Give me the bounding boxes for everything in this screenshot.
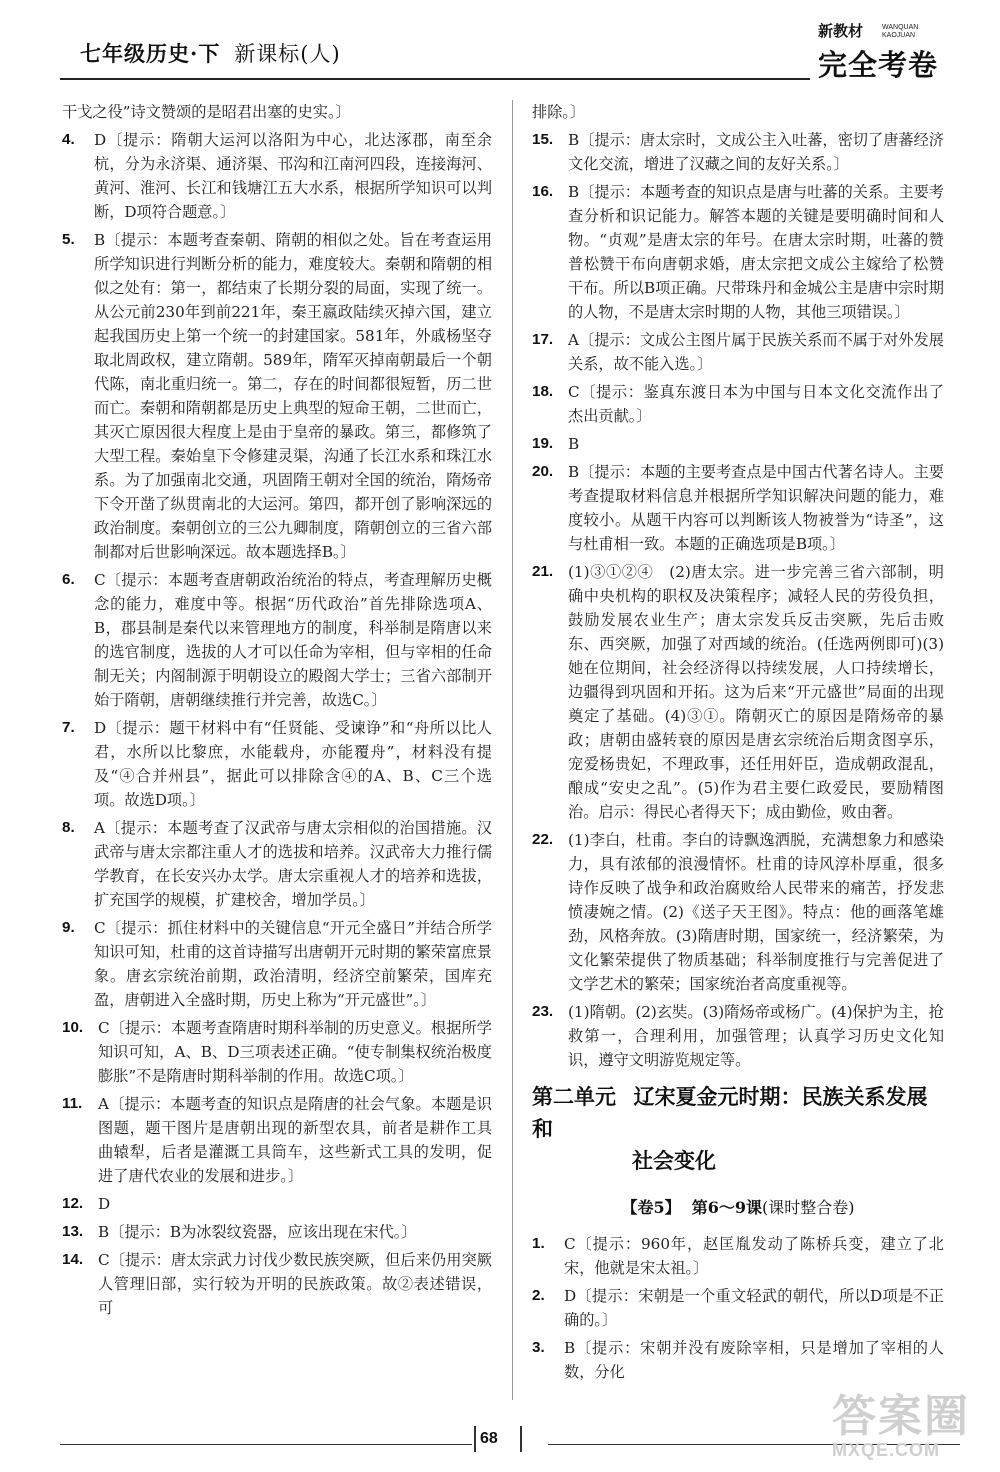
brand-pinyin: WANQUAN KAOJUAN (882, 24, 919, 39)
question-number: 20. (532, 463, 554, 480)
answer-item (62, 1092, 492, 1188)
question-number: 19. (532, 435, 554, 452)
question-number: 10. (62, 1019, 84, 1036)
unit-heading (532, 1082, 944, 1178)
footer-bar-left (474, 1426, 476, 1452)
answer-item (532, 180, 944, 324)
answer-item (532, 380, 944, 428)
footer-bar-right (520, 1426, 522, 1452)
answer-text: C〔提示：960年，赵匡胤发动了陈桥兵变，建立了北宋，他就是宋太祖。〕 (564, 1235, 944, 1277)
question-number: 5. (62, 231, 75, 248)
continuation-text: 干戈之役”诗文赞颂的是昭君出塞的史实。〕 (62, 103, 351, 121)
answer-item (62, 1220, 492, 1244)
answer-text: B〔提示：本题考查的知识点是唐与吐蕃的关系。主要考查分析和识记能力。解答本题的关键是要明确时间和人物。“贞观”是唐太宗的年号。在唐太宗时期，吐蕃的赞普松赞干布向唐朝求婚，唐太宗把文成公主嫁给了松赞干布。所以B项正确。尺带珠丹和金城公主是唐中宗时期的人物，不是唐太宗时期的人物，其他三项错误。〕 (568, 183, 944, 321)
answer-text: D (98, 1195, 111, 1213)
answer-item (532, 460, 944, 556)
unit-title-line-1: 辽宋夏金元时期：民族关系发展和 (532, 1086, 928, 1141)
answer-item (532, 1284, 944, 1332)
question-number: 15. (532, 131, 554, 148)
footer-rule-left (60, 1444, 472, 1445)
answer-item (532, 1232, 944, 1280)
question-number: 1. (532, 1235, 545, 1252)
answer-item (532, 128, 944, 176)
paper-note: (课时整合卷) (762, 1198, 855, 1217)
answer-item (62, 228, 492, 564)
paper-lessons: 第6～9课 (691, 1198, 763, 1217)
watermark-text: 答案圈 (832, 1392, 970, 1441)
answer-item (532, 328, 944, 376)
continuation-text: 排除。〕 (532, 103, 586, 121)
brand-logo (818, 20, 948, 84)
question-number: 11. (62, 1095, 83, 1112)
question-number: 6. (62, 571, 75, 588)
answer-text: C〔提示：鉴真东渡日本为中国与日本文化交流作出了杰出贡献。〕 (568, 383, 944, 425)
answer-item (62, 716, 492, 812)
question-number: 14. (62, 1251, 84, 1268)
watermark (832, 1394, 982, 1464)
book-title (80, 38, 341, 68)
answer-text: C〔提示：本题考查隋唐时期科举制的历史意义。根据所学知识可知，A、B、D三项表述正确。“使专制集权统治极度膨胀”不是隋唐时期科举制的作用。故选C项。〕 (98, 1019, 492, 1085)
page-footer (60, 1430, 960, 1454)
answer-item (62, 1248, 492, 1320)
answer-item (532, 1336, 944, 1384)
column-divider (512, 100, 513, 1400)
answer-item (532, 432, 944, 456)
question-number: 7. (62, 719, 75, 736)
header-rule (60, 78, 810, 80)
answer-text: D〔提示：宋朝是一个重文轻武的朝代，所以D项是不正确的。〕 (564, 1287, 944, 1329)
page-number: 68 (480, 1430, 498, 1447)
question-number: 13. (62, 1223, 84, 1240)
answer-item (62, 1016, 492, 1088)
question-number: 8. (62, 819, 75, 836)
question-number: 2. (532, 1287, 545, 1304)
page-header (60, 14, 960, 84)
question-number: 4. (62, 131, 75, 148)
answer-text: A〔提示：文成公主图片属于民族关系而不属于对外发展关系，故不能入选。〕 (568, 331, 944, 373)
question-number: 12. (62, 1195, 84, 1212)
watermark-url: MXQE.COM (832, 1440, 941, 1460)
answer-text: C〔提示：抓住材料中的关键信息“开元全盛日”并结合所学知识可知，杜甫的这首诗描写出唐朝开元时期的繁荣富庶景象。唐玄宗统治前期，政治清明，经济空前繁荣，国库充盈，唐朝进入全盛时期，历史上称为“开元盛世”。〕 (94, 919, 492, 1009)
answer-item (532, 1000, 944, 1072)
answer-text: B〔提示：唐太宗时，文成公主入吐蕃，密切了唐蕃经济文化交流，增进了汉藏之间的友好关系。〕 (568, 131, 944, 173)
grade-subject: 七年级历史·下 (80, 41, 221, 66)
answer-text: A〔提示：本题考查的知识点是隋唐的社会气象。本题是识图题，题干图片是唐朝出现的新型农具，前者是耕作工具曲辕犁，后者是灌溉工具筒车，这些新式工具的发明，促进了唐代农业的发展和进步。〕 (98, 1095, 492, 1185)
answer-text: (1)李白，杜甫。李白的诗飘逸洒脱，充满想象力和感染力，具有浓郁的浪漫情怀。杜甫的诗风淳朴厚重，很多诗作反映了战争和政治腐败给人民带来的痛苦，抒发悲愤凄婉之情。(2)《送子天王图》。特点：他的画落笔雄劲，风格奔放。(3)隋唐时期，国家统一，经济繁荣，为文化繁荣提供了物质基础；科举制度推行与完善促进了文学艺术的繁荣；国家统治者高度重视等。 (568, 831, 944, 993)
answer-text: B〔提示：本题的主要考查点是中国古代著名诗人。主要考查提取材料信息并根据所学知识解决问题的能力，难度较小。从题干内容可以判断该人物被誉为“诗圣”，这与杜甫相一致。本题的正确选项是B项。〕 (568, 463, 944, 553)
answer-text: (1)③①②④ (2)唐太宗。进一步完善三省六部制，明确中央机构的职权及决策程序；减轻人民的劳役负担，鼓励发展农业生产；唐太宗发兵反击突厥，先后击败东、西突厥，加强了对西域的统治。(任选两例即可)(3)她在位期间，社会经济得以持续发展，人口持续增长，边疆得到巩固和开拓。这为后来“开元盛世”局面的出现奠定了基础。(4)③①。隋朝灭亡的原因是隋炀帝的暴政；唐朝由盛转衰的原因是唐玄宗统治后期贪图享乐，宠爱杨贵妃，不理政事，还任用奸臣，造成朝政混乱，酿成“安史之乱”。(5)作为君主要仁政爱民，要励精图治。启示：得民心者得天下；成由勤俭，败由奢。 (568, 563, 944, 821)
answer-item (62, 568, 492, 712)
answer-text: C〔提示：唐太宗武力讨伐少数民族突厥，但后来仍用突厥人管理旧部，实行较为开明的民族政策。故②表述错误，可 (98, 1251, 492, 1317)
question-number: 18. (532, 383, 554, 400)
unit-label: 第二单元 (532, 1086, 616, 1109)
paper-label: 【卷5】 (621, 1198, 681, 1217)
question-number: 16. (532, 183, 554, 200)
left-column (62, 100, 492, 1324)
question-number: 23. (532, 1003, 554, 1020)
answer-text: B〔提示：B为冰裂纹瓷器，应该出现在宋代。〕 (98, 1223, 417, 1241)
answer-text: B (568, 435, 580, 453)
brand-small-text: 新教材 (818, 22, 864, 40)
answer-text: D〔提示：题干材料中有“任贤能、受谏诤”和“舟所以比人君，水所以比黎庶，水能载舟，亦能覆舟”，材料没有提及“④合并州县”，据此可以排除含④的A、B、C三个选项。故选D项。〕 (94, 719, 492, 809)
answer-item (532, 560, 944, 824)
answer-text: B〔提示：宋朝并没有废除宰相，只是增加了宰相的人数，分化 (564, 1339, 944, 1381)
answer-list (532, 128, 944, 1072)
curriculum-label: 新课标(人) (234, 42, 341, 66)
unit-title-line-2: 社会变化 (632, 1150, 716, 1173)
brand-big-text: 完全考卷 (818, 50, 939, 82)
answer-item (62, 128, 492, 224)
question-number: 3. (532, 1339, 545, 1356)
answer-list (532, 1232, 944, 1384)
right-column (532, 100, 944, 1388)
answer-item (532, 828, 944, 996)
question-number: 9. (62, 919, 75, 936)
answer-text: (1)隋朝。(2)玄奘。(3)隋炀帝或杨广。(4)保护为主，抢救第一，合理利用，加强管理；认真学习历史文化知识，遵守文明游览规定等。 (568, 1003, 944, 1069)
answer-item (62, 816, 492, 912)
answer-text: D〔提示：隋朝大运河以洛阳为中心，北达涿郡，南至余杭，分为永济渠、通济渠、邗沟和江南河四段，连接海河、黄河、淮河、长江和钱塘江五大水系，根据所学知识可以判断，D项符合题意。〕 (94, 131, 492, 221)
answer-item (62, 916, 492, 1012)
answer-text: A〔提示：本题考查了汉武帝与唐太宗相似的治国措施。汉武帝与唐太宗都注重人才的选拔和培养。汉武帝大力推行儒学教育，在长安兴办太学。唐太宗重视人才的培养和选拔，扩充国学的规模，扩建校舍，增加学员。〕 (94, 819, 492, 909)
answer-text: C〔提示：本题考查唐朝政治统治的特点，考查理解历史概念的能力，难度中等。根据“历代政治”首先排除选项A、B，郡县制是秦代以来管理地方的制度，科举制是隋唐以来的选官制度，选拔的人才可以任命为宰相，但与宰相的任命制无关；内阁制源于明朝设立的殿阁大学士；三省六部制开始于隋朝，唐朝继续推行并完善，故选C。〕 (94, 571, 492, 709)
answer-item (62, 1192, 492, 1216)
paper-heading (532, 1196, 944, 1220)
question-number: 21. (532, 563, 554, 580)
question-number: 17. (532, 331, 554, 348)
answer-text: B〔提示：本题考查秦朝、隋朝的相似之处。旨在考查运用所学知识进行判断分析的能力，难度较大。秦朝和隋朝的相似之处有：第一，都结束了长期分裂的局面，实现了统一。从公元前230年到前221年，秦王嬴政陆续灭掉六国，建立起我国历史上第一个统一的封建国家。581年，外戚杨坚夺取北周政权，建立隋朝。589年，隋军灭掉南朝最后一个朝代陈，南北重归统一。第二，存在的时间都很短暂，历二世而亡。秦朝和隋朝都是历史上典型的短命王朝，二世而亡，其灭亡原因很大程度上是由于皇帝的暴政。第三，都修筑了大型工程。秦始皇下令修建灵渠，沟通了长江水系和珠江水系。为了加强南北交通，巩固隋王朝对全国的统治，隋炀帝下令开凿了纵贯南北的大运河。第四，都开创了影响深远的政治制度。秦朝创立的三公九卿制度，隋朝创立的三省六部制都对后世影响深远。故本题选择B。〕 (94, 231, 492, 561)
question-number: 22. (532, 831, 554, 848)
